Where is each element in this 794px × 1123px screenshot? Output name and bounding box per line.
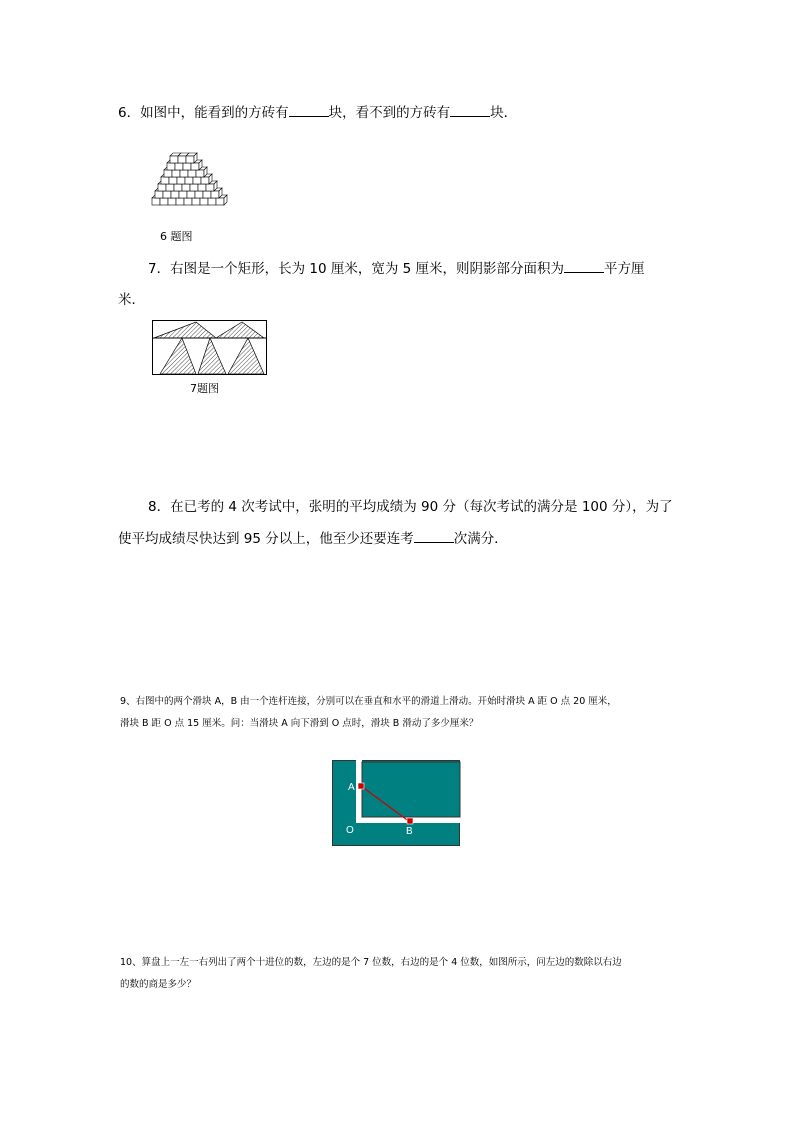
block-face: [190, 184, 198, 191]
block-face: [192, 198, 200, 205]
block-face: [171, 191, 179, 198]
block-face: [206, 184, 214, 191]
block-face: [208, 198, 216, 205]
block-face: [152, 198, 160, 205]
block-face: [216, 198, 224, 205]
block-face: [201, 177, 209, 184]
block-face: [177, 177, 185, 184]
block-face: [174, 184, 182, 191]
question-8-text: [148, 496, 673, 518]
block-face: [179, 191, 187, 198]
block-face: [155, 191, 163, 198]
answer-blank[interactable]: [289, 102, 329, 117]
block-face: [198, 184, 206, 191]
question-6-text: [118, 102, 517, 124]
block-face: [203, 191, 211, 198]
slider-b-label: B: [406, 826, 413, 837]
question-10-text-cont: 的数的商是多少？: [120, 979, 197, 990]
figure-caption: 6 题图: [160, 230, 193, 243]
question-10-text: 10、算盘上一左一右列出了两个十进位的数，左边的是个 7 位数，右边的是个 4 位数，如图所示，问左边的数除以右边: [120, 957, 622, 968]
slider-linkage-figure: [332, 760, 460, 846]
question-text: 平方厘: [604, 261, 645, 277]
question-9-text-cont: 滑块 B 距 O 点 15 厘米。问：当滑块 A 向下滑到 O 点时，滑块 B 滑动了多少厘米？: [120, 718, 479, 729]
question-text: 右图是一个矩形，长为 10 厘米，宽为 5 厘米，则阴影部分面积为: [170, 261, 565, 277]
question-text: 使平均成绩尽快达到 95 分以上，他至少还要连考: [118, 531, 414, 547]
block-face: [200, 198, 208, 205]
block-face: [191, 163, 199, 170]
figure-caption: 7题图: [190, 382, 219, 395]
block-face: [182, 184, 190, 191]
block-face: [166, 184, 174, 191]
slider-a-label: A: [348, 782, 355, 793]
origin-o-label: O: [346, 825, 354, 836]
block-pyramid-figure: [150, 135, 230, 215]
block-face: [168, 198, 176, 205]
answer-blank[interactable]: [564, 258, 604, 273]
question-text: 块，看不到的方砖有: [328, 105, 451, 121]
question-7-text-cont: 米．: [118, 292, 145, 308]
block-face: [193, 177, 201, 184]
block-face: [158, 184, 166, 191]
question-text: 次满分．: [453, 531, 508, 547]
question-number: 7．: [148, 261, 171, 277]
block-face: [170, 156, 178, 163]
block-face: [211, 191, 219, 198]
question-number: 8．: [148, 499, 171, 515]
block-face: [196, 170, 204, 177]
block-face: [188, 170, 196, 177]
block-face: [169, 177, 177, 184]
answer-blank[interactable]: [414, 528, 454, 543]
block-face: [161, 177, 169, 184]
block-face: [160, 198, 168, 205]
question-text: 如图中，能看到的方砖有: [140, 105, 289, 121]
block-face: [185, 177, 193, 184]
block-face: [167, 163, 175, 170]
block-face: [175, 163, 183, 170]
block-face: [172, 170, 180, 177]
question-number: 6．: [118, 105, 141, 121]
question-text: 在已考的 4 次考试中，张明的平均成绩为 90 分（每次考试的满分是 100 分），为了: [170, 499, 673, 515]
block-face: [187, 191, 195, 198]
block-face: [184, 198, 192, 205]
block-face: [164, 170, 172, 177]
block-face: [180, 170, 188, 177]
block-face: [178, 156, 186, 163]
question-7-text: [148, 258, 645, 280]
question-text: 块．: [490, 105, 518, 121]
block-face: [176, 198, 184, 205]
answer-blank[interactable]: [450, 102, 490, 117]
question-9-text: 9、右图中的两个滑块 A，B 由一个连杆连接，分别可以在垂直和水平的滑道上滑动。开始时滑块 A 距 O 点 20 厘米，: [120, 696, 617, 707]
block-face: [183, 163, 191, 170]
block-face: [163, 191, 171, 198]
block-face: [186, 156, 194, 163]
shaded-rectangle-figure: [152, 320, 268, 376]
question-8-text-cont: [118, 528, 508, 550]
block-face: [195, 191, 203, 198]
